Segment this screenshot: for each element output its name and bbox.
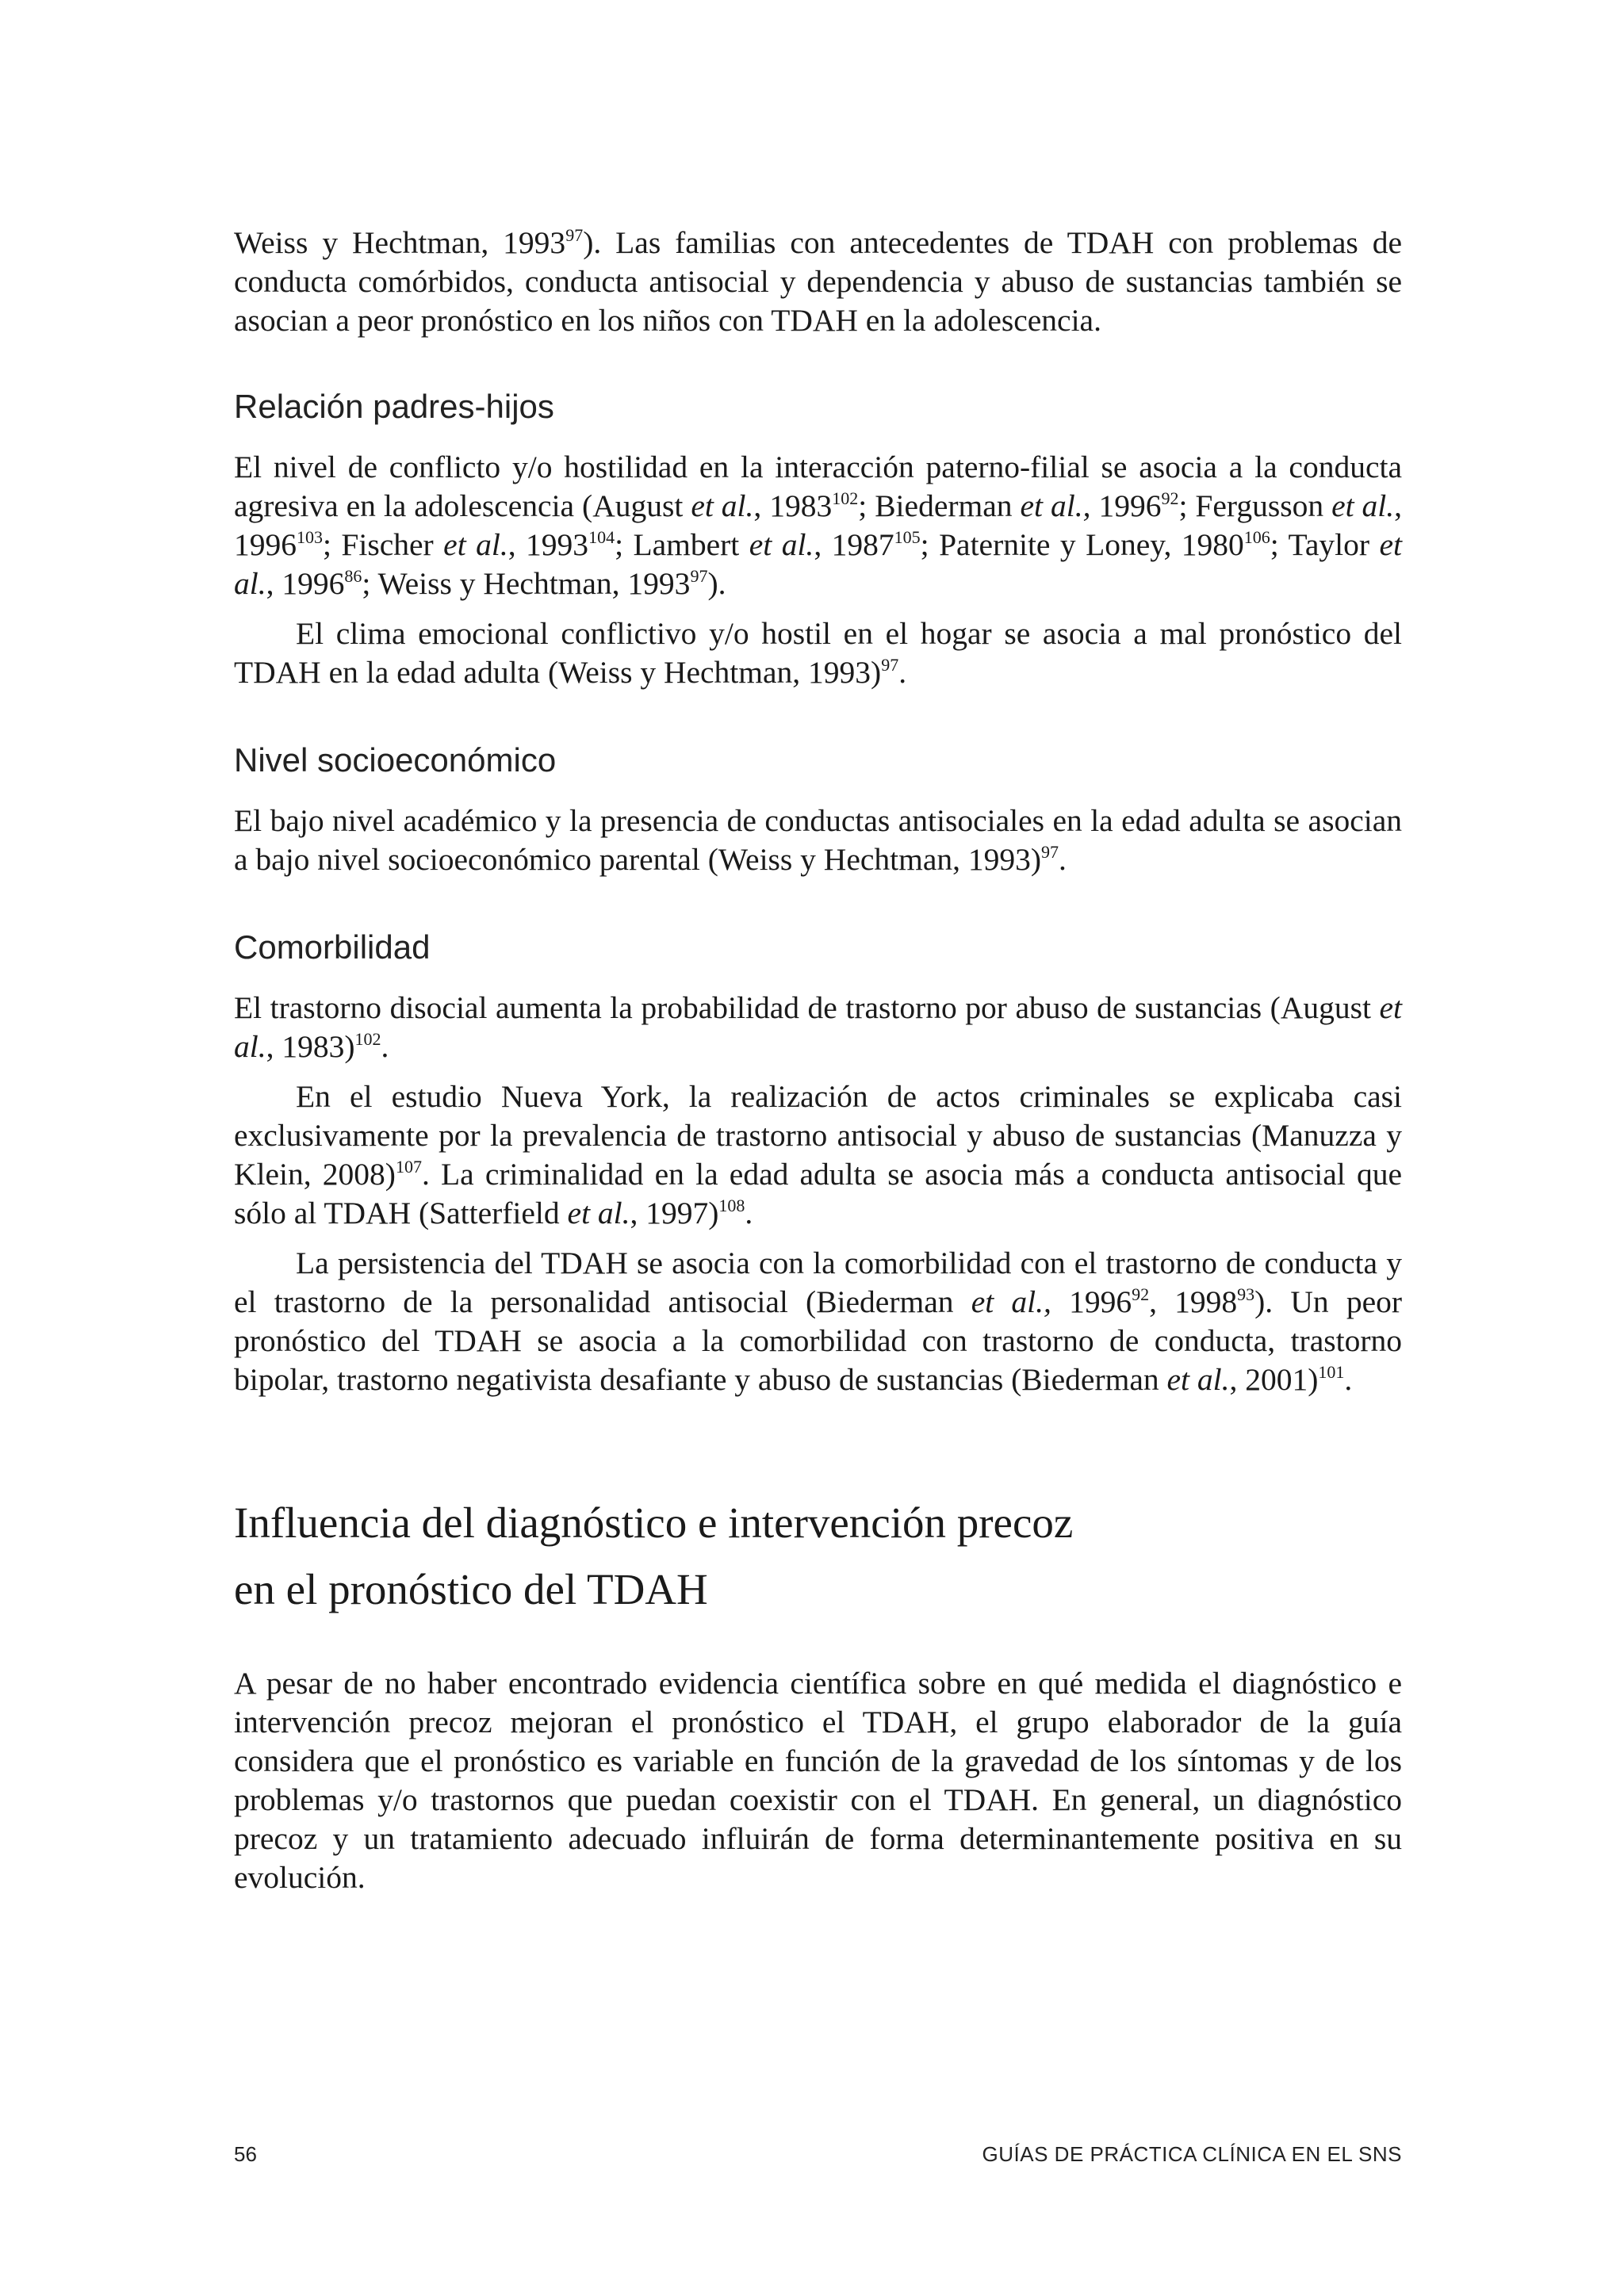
page-number: 56 xyxy=(234,2142,257,2166)
paragraph-nivel-1: El bajo nivel académico y la presencia de conductas antisociales en la edad adulta se asocian a bajo nivel socioeconómico parental (Weiss y Hechtman, 1993)$^{97}$. xyxy=(234,803,1402,877)
paragraph-influencia-1: A pesar de no haber encontrado evidencia científica sobre en qué medida el diagnóstico e intervención precoz mejoran el pronóstico el TDAH, el grupo elaborador de la guía considera que el pronóstico es variable en función de la gravedad de los síntomas y de los problemas y/o trastornos que puedan coexistir con el TDAH. En general, un diagnóstico precoz y un tratamiento adecuado influirán de forma determinantemente positiva en su evolución. xyxy=(234,1666,1402,1895)
heading-relacion-padres-hijos: Relación padres-hijos xyxy=(234,388,554,425)
page-body xyxy=(234,224,1402,1897)
heading-influencia-diagnostico: Influencia del diagnóstico e intervención precoz en el pronóstico del TDAH xyxy=(234,1498,1074,1613)
heading-comorbilidad: Comorbilidad xyxy=(234,928,431,966)
paragraph-intro: Weiss y Hechtman, 1993$^{97}$). Las familias con antecedentes de TDAH con problemas de conducta comórbidos, conducta antisocial y dependencia y abuso de sustancias también se asocian a peor pronóstico en los niños con TDAH en la adolescencia. xyxy=(234,225,1402,338)
paragraph-comorbilidad-1: El trastorno disocial aumenta la probabilidad de trastorno por abuso de sustancias (August et al., 1983)$^{102}$. xyxy=(234,990,1402,1064)
paragraph-relacion-1: El nivel de conflicto y/o hostilidad en la interacción paterno-filial se asocia a la conducta agresiva en la adolescencia (August et al., 1983$^{102}$; Biederman et al., 1996$^{92}$; Fergusson et al., 1996$^{103}$; Fischer et al., 1993$^{104}$; Lambert et al., 1987$^{105}$; Paternite y Loney, 1980$^{106}$; Taylor et al., 1996$^{86}$; Weiss y Hechtman, 1993$^{97}$). xyxy=(234,450,1403,601)
series-title: GUÍAS DE PRÁCTICA CLÍNICA EN EL SNS xyxy=(982,2142,1402,2166)
heading-nivel-socioeconomico: Nivel socioeconómico xyxy=(234,741,557,779)
paragraph-relacion-2: El clima emocional conflictivo y/o hostil en el hogar se asocia a mal pronóstico del TDAH en la edad adulta (Weiss y Hechtman, 1993)$^{97}$. xyxy=(234,616,1402,690)
paragraph-comorbilidad-3: La persistencia del TDAH se asocia con la comorbilidad con el trastorno de conducta y el trastorno de la personalidad antisocial (Biederman et al., 1996$^{92}$, 1998$^{93}$). Un peor pronóstico del TDAH se asocia a la comorbilidad con trastorno de conducta, trastorno bipolar, trastorno negativista desafiante y abuso de sustancias (Biederman et al., 2001)$^{101}$. xyxy=(234,1246,1403,1397)
paragraph-comorbilidad-2: En el estudio Nueva York, la realización de actos criminales se explicaba casi exclusivamente por la prevalencia de trastorno antisocial y abuso de sustancias (Manuzza y Klein, 2008)$^{107}$. La criminalidad en la edad adulta se asocia más a conducta antisocial que sólo al TDAH (Satterfield et al., 1997)$^{108}$. xyxy=(234,1079,1402,1230)
